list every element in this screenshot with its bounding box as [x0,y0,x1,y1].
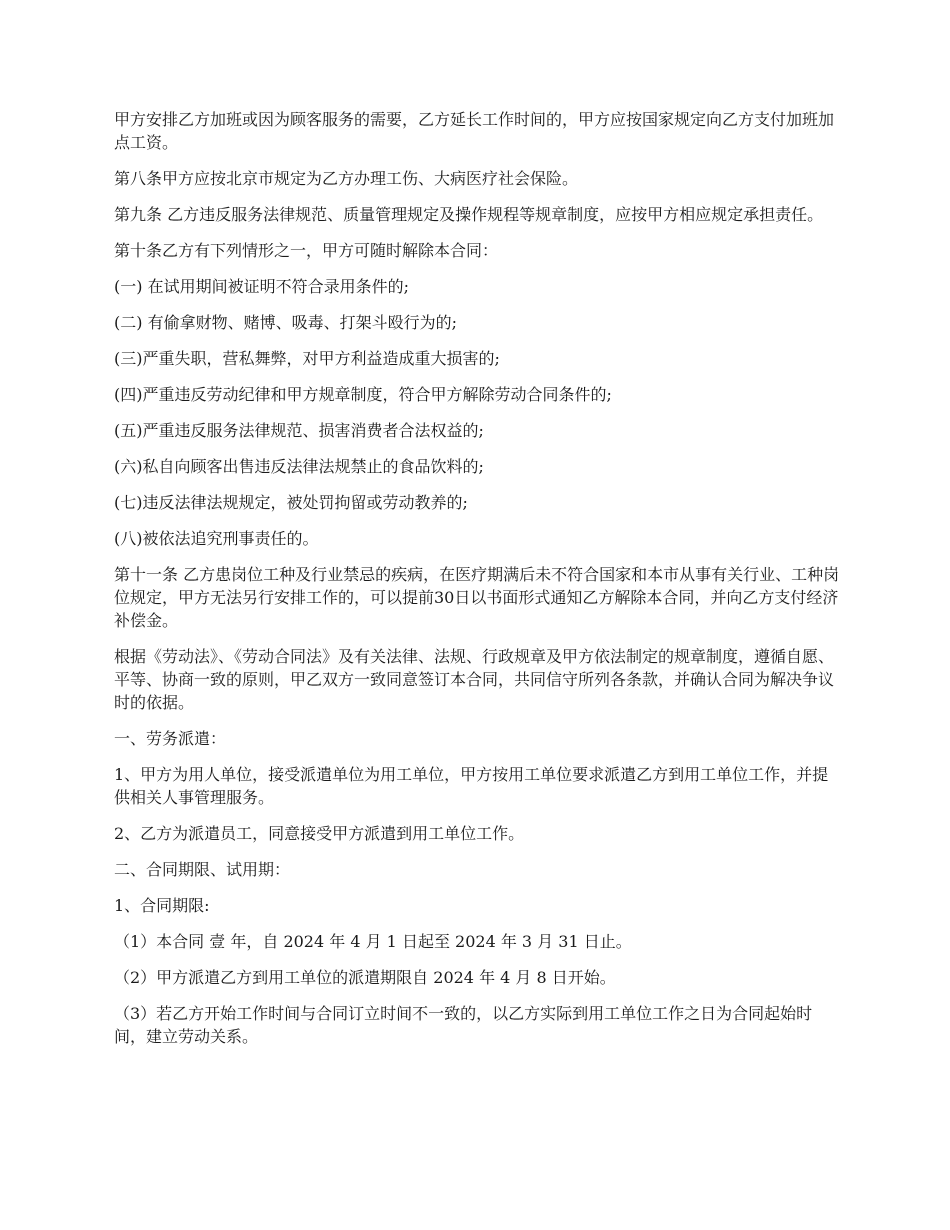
paragraph-article-11: 第十一条 乙方患岗位工种及行业禁忌的疾病，在医疗期满后未不符合国家和本市从事有关行业、工种岗位规定，甲方无法另行安排工作的，可以提前30日以书面形式通知乙方解除本合同，并向乙方支付经济补偿金。 [114,565,840,630]
paragraph-dispatch-1: 1、甲方为用人单位，接受派遣单位为用工单位，甲方按用工单位要求派遣乙方到用工单位工作，并提供相关人事管理服务。 [114,765,829,807]
paragraph-overtime-pay: 甲方安排乙方加班或因为顾客服务的需要，乙方延长工作时间的，甲方应按国家规定向乙方支付加班加点工资。 [114,110,835,152]
paragraph-dispatch-2: 2、乙方为派遣员工，同意接受甲方派遣到用工单位工作。 [114,824,525,843]
subheading-contract-term: 1、合同期限: [114,896,210,915]
paragraph-legal-basis: 根据《劳动法》、《劳动合同法》及有关法律、法规、行政规章及甲方依法制定的规章制度，遵循自愿、平等、协商一致的原则，甲乙双方一致同意签订本合同，共同信守所列各条款，并确认合同为解决争议时的依据。 [114,647,835,712]
list-item-2: (二) 有偷拿财物、赌博、吸毒、打架斗殴行为的; [114,313,457,332]
list-item-6: (六)私自向顾客出售违反法律法规禁止的食品饮料的; [114,457,484,476]
list-item-1: (一) 在试用期间被证明不符合录用条件的; [114,277,409,296]
list-item-8: (八)被依法追究刑事责任的。 [114,529,319,548]
list-item-5: (五)严重违反服务法律规范、损害消费者合法权益的; [114,421,484,440]
paragraph-term-1: （1）本合同 壹 年，自 2024 年 4 月 1 日起至 2024 年 3 月 31 日止。 [114,932,632,951]
paragraph-article-9: 第九条 乙方违反服务法律规范、质量管理规定及操作规程等规章制度，应按甲方相应规定承担责任。 [114,205,824,224]
paragraph-article-8: 第八条甲方应按北京市规定为乙方办理工伤、大病医疗社会保险。 [114,169,579,188]
list-item-7: (七)违反法律法规规定，被处罚拘留或劳动教养的; [114,493,468,512]
paragraph-term-3: （3）若乙方开始工作时间与合同订立时间不一致的，以乙方实际到用工单位工作之日为合同起始时间，建立劳动关系。 [114,1004,813,1046]
section-heading-term: 二、合同期限、试用期： [114,860,291,879]
paragraph-article-10: 第十条乙方有下列情形之一，甲方可随时解除本合同： [114,241,499,260]
list-item-3: (三)严重失职，营私舞弊，对甲方利益造成重大损害的; [114,349,500,368]
section-heading-dispatch: 一、劳务派遣： [114,729,227,748]
document-body [114,108,840,1061]
list-item-4: (四)严重违反劳动纪律和甲方规章制度，符合甲方解除劳动合同条件的; [114,385,612,404]
paragraph-term-2: （2）甲方派遣乙方到用工单位的派遣期限自 2024 年 4 月 8 日开始。 [114,968,616,987]
